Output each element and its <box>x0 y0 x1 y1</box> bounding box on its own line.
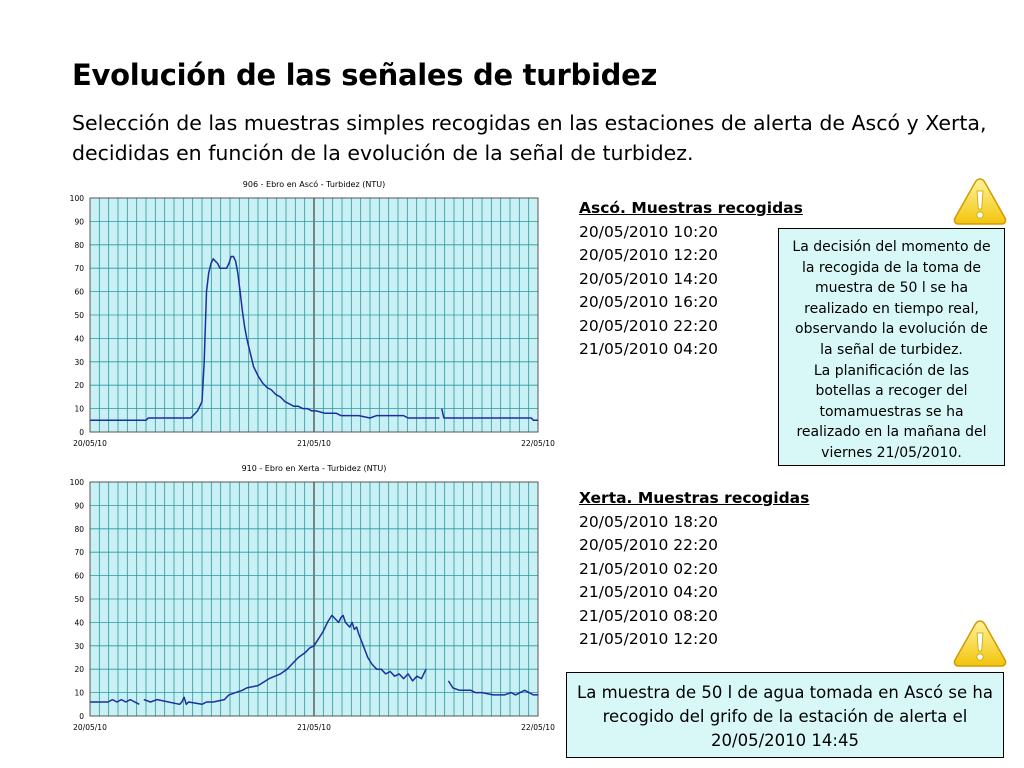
sample-time: 20/05/2010 12:20 <box>579 246 718 264</box>
note-paragraph-2: La planificación de las botellas a recoger del tomamuestras se ha realizado en la mañana del viernes 21/05/2010. <box>796 362 987 461</box>
sample-time: 21/05/2010 04:20 <box>579 583 718 601</box>
slide-subtitle: Selección de las muestras simples recogidas en las estaciones de alerta de Ascó y Xerta, decididas en función de la evolución de la señal de turbidez. <box>72 111 987 165</box>
y-tick-label: 90 <box>74 217 84 227</box>
y-tick-label: 20 <box>74 665 84 675</box>
y-tick-label: 20 <box>74 381 84 391</box>
sample-time: 21/05/2010 08:20 <box>579 606 718 625</box>
y-tick-label: 90 <box>74 501 84 511</box>
note-paragraph-1: La decisión del momento de la recogida de la toma de muestra de 50 l se ha realizado en tiempo real, observando la evolución de la señal de turbidez. <box>792 239 991 358</box>
x-tick-label: 22/05/10 <box>521 439 555 448</box>
chart-asco-svg <box>60 172 570 454</box>
x-tick-label: 22/05/10 <box>521 723 555 732</box>
slide-title: Evolución de las señales de turbidez <box>72 58 658 92</box>
y-tick-label: 60 <box>74 287 84 297</box>
chart-xerta-svg <box>60 456 570 738</box>
sample-time: 20/05/2010 14:20 <box>579 269 718 288</box>
sample-time: 20/05/2010 22:20 <box>579 536 718 554</box>
sample-time: 21/05/2010 04:20 <box>579 340 718 358</box>
chart-title: 910 - Ebro en Xerta - Turbidez (NTU) <box>241 464 387 473</box>
y-tick-label: 30 <box>74 641 84 651</box>
sample-time: 20/05/2010 18:20 <box>579 512 718 531</box>
sample-time: 21/05/2010 02:20 <box>579 559 718 578</box>
xerta-samples <box>579 487 809 652</box>
y-tick-label: 40 <box>74 618 84 628</box>
y-tick-label: 0 <box>79 428 84 437</box>
y-tick-label: 70 <box>74 264 84 274</box>
y-tick-label: 100 <box>69 194 84 203</box>
asco-samples-heading: Ascó. Muestras recogidas <box>579 199 803 217</box>
sample-time: 20/05/2010 22:20 <box>579 316 718 335</box>
y-tick-label: 60 <box>74 571 84 581</box>
y-tick-label: 30 <box>74 357 84 367</box>
y-tick-label: 80 <box>74 524 84 534</box>
chart-xerta-turbidity <box>60 456 570 738</box>
warning-triangle-icon <box>952 176 1008 226</box>
x-tick-label: 21/05/10 <box>297 439 331 448</box>
y-tick-label: 100 <box>69 478 84 487</box>
warning-triangle-icon <box>952 618 1008 668</box>
sample-time: 20/05/2010 10:20 <box>579 222 718 241</box>
y-tick-label: 50 <box>74 311 84 320</box>
y-tick-label: 0 <box>79 712 84 721</box>
x-tick-label: 20/05/10 <box>73 439 107 448</box>
y-tick-label: 50 <box>74 595 84 604</box>
y-tick-label: 80 <box>74 240 84 250</box>
x-tick-label: 21/05/10 <box>297 723 331 732</box>
asco-samples <box>579 197 803 362</box>
asco-samples-list <box>579 221 803 362</box>
asco-sample-note-text: La muestra de 50 l de agua tomada en Ascó se ha recogido del grifo de la estación de alerta el 20/05/2010 14:45 <box>577 683 993 750</box>
x-tick-label: 20/05/10 <box>73 723 107 732</box>
chart-asco-turbidity <box>60 172 570 454</box>
y-tick-label: 40 <box>74 334 84 344</box>
chart-title: 906 - Ebro en Ascó - Turbidez (NTU) <box>242 180 386 189</box>
y-tick-label: 10 <box>74 404 84 414</box>
asco-sample-note <box>566 672 1004 758</box>
sample-time: 21/05/2010 12:20 <box>579 630 718 648</box>
sampling-decision-note <box>778 228 1005 466</box>
xerta-samples-heading: Xerta. Muestras recogidas <box>579 489 810 507</box>
xerta-samples-list <box>579 511 809 652</box>
y-tick-label: 70 <box>74 548 84 558</box>
sample-time: 20/05/2010 16:20 <box>579 293 718 311</box>
y-tick-label: 10 <box>74 688 84 698</box>
